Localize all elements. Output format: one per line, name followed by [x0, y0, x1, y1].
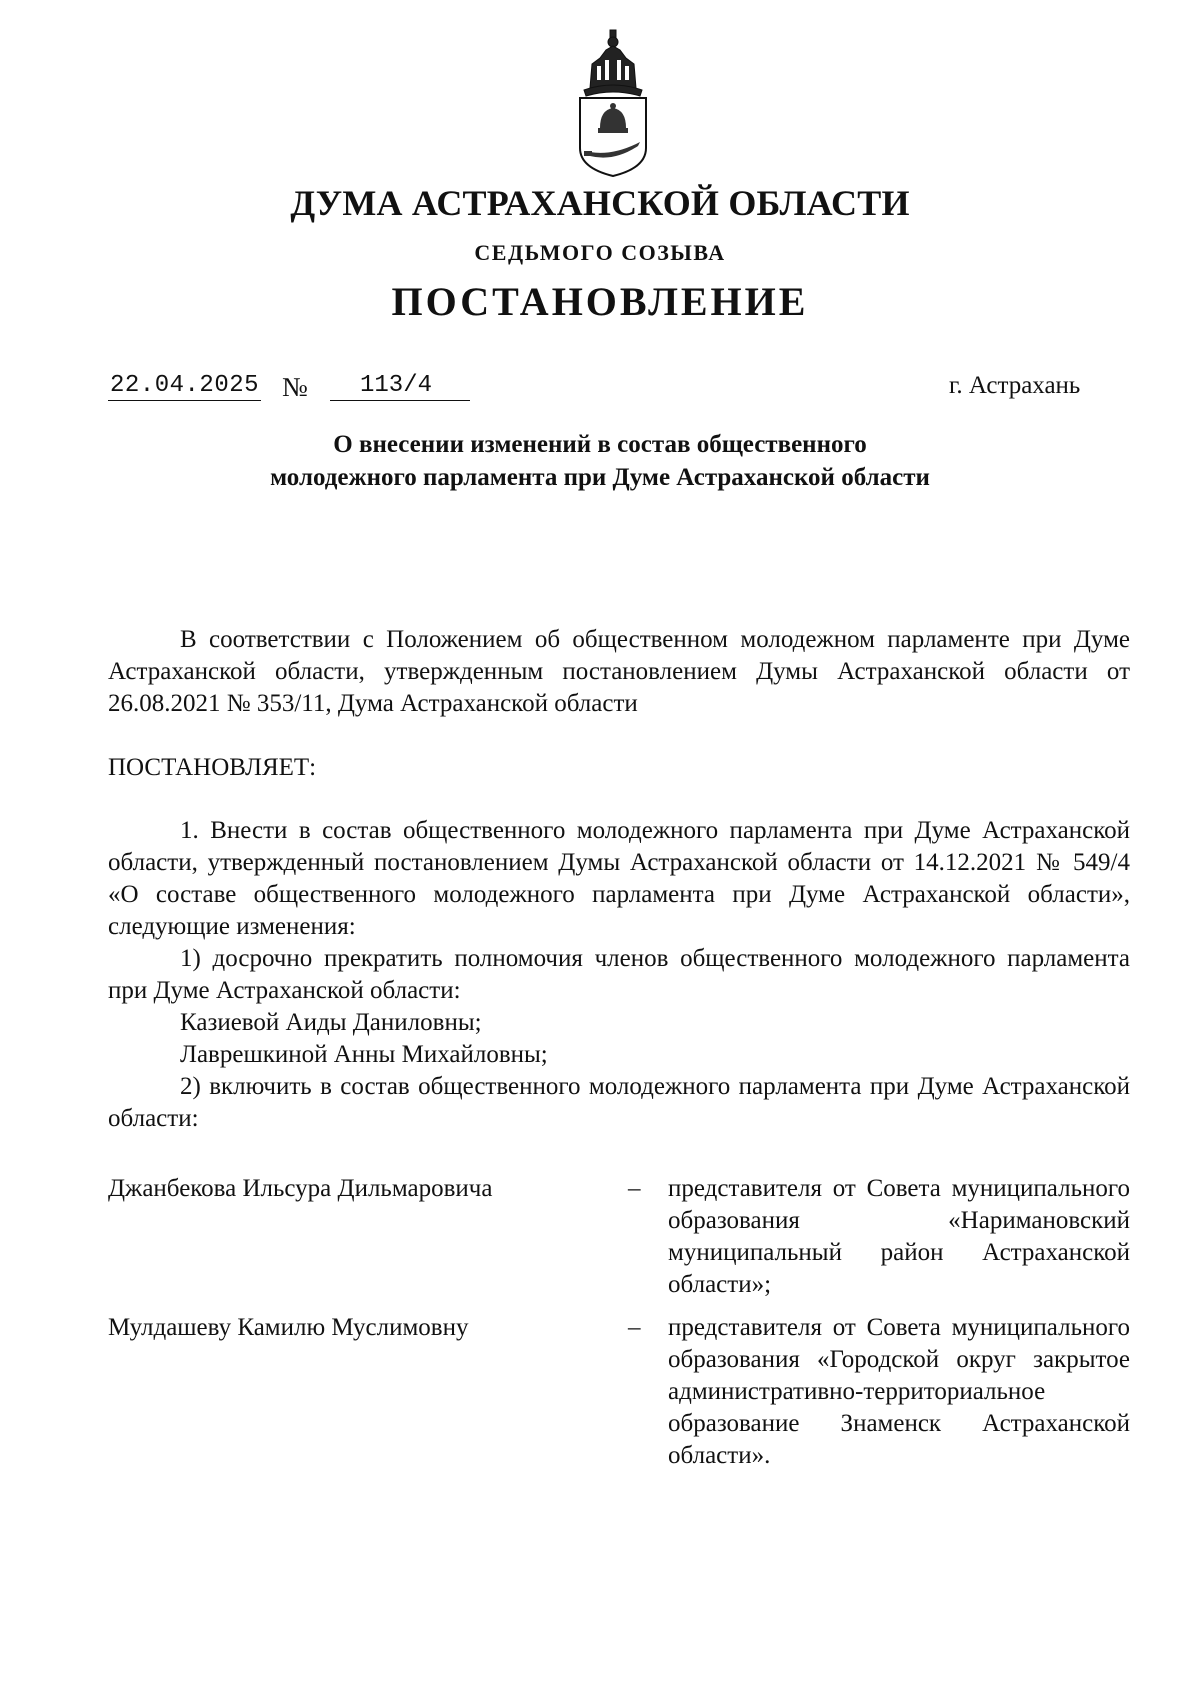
document-subject [0, 428, 1200, 494]
member-dash: – [628, 1175, 641, 1202]
document-date: 22.04.2025 [110, 372, 260, 399]
member-name: Джанбекова Ильсура Дильмаровича [108, 1175, 493, 1202]
document-number: 113/4 [330, 372, 470, 401]
member-name: Мулдашеву Камилю Муслимовну [108, 1314, 469, 1341]
item-1: 1. Внести в состав общественного молодежного парламента при Думе Астраханской области, утвержденный постановлением Думы Астраханской области от 14.12.2021 № 549/4 «О составе общественного молодежного парламента при Думе Астраханской области», следующие изменения: [108, 817, 1130, 940]
resolution-items [108, 815, 1130, 1135]
member-role: представителя от Совета муниципального образования «Наримановский муниципальный район Астраханской области»; [668, 1175, 1130, 1298]
intro-paragraph: В соответствии с Положением об общественном молодежном парламенте при Думе Астраханской области, утвержденным постановлением Думы Астраханской области от 26.08.2021 № 353/11, Дума Астраханской области [108, 626, 1130, 717]
subject-line-1: О внесении изменений в состав общественного [333, 431, 867, 458]
org-title: ДУМА АСТРАХАНСКОЙ ОБЛАСТИ [290, 183, 910, 223]
resolves-heading: ПОСТАНОВЛЯЕТ: [108, 754, 317, 781]
member-dash: – [628, 1314, 641, 1341]
removed-member: Лаврешкиной Анны Михайловны; [180, 1041, 548, 1068]
subitem-2: 2) включить в состав общественного молодежного парламента при Думе Астраханской области: [108, 1073, 1130, 1132]
convocation-subtitle: СЕДЬМОГО СОЗЫВА [474, 240, 726, 265]
removed-member: Казиевой Аиды Даниловны; [180, 1009, 482, 1036]
city: г. Астрахань [949, 372, 1081, 399]
member-role: представителя от Совета муниципального образования «Городской округ закрытое административно-территориальное образование Знаменск Астраханской области». [668, 1314, 1130, 1469]
document-type: ПОСТАНОВЛЕНИЕ [391, 279, 809, 324]
subject-line-2: молодежного парламента при Думе Астраханской области [270, 464, 930, 491]
subitem-1: 1) досрочно прекратить полномочия членов общественного молодежного парламента при Думе Астраханской области: [108, 945, 1130, 1004]
coat-of-arms-icon [570, 28, 656, 178]
number-sign: № [282, 372, 308, 402]
